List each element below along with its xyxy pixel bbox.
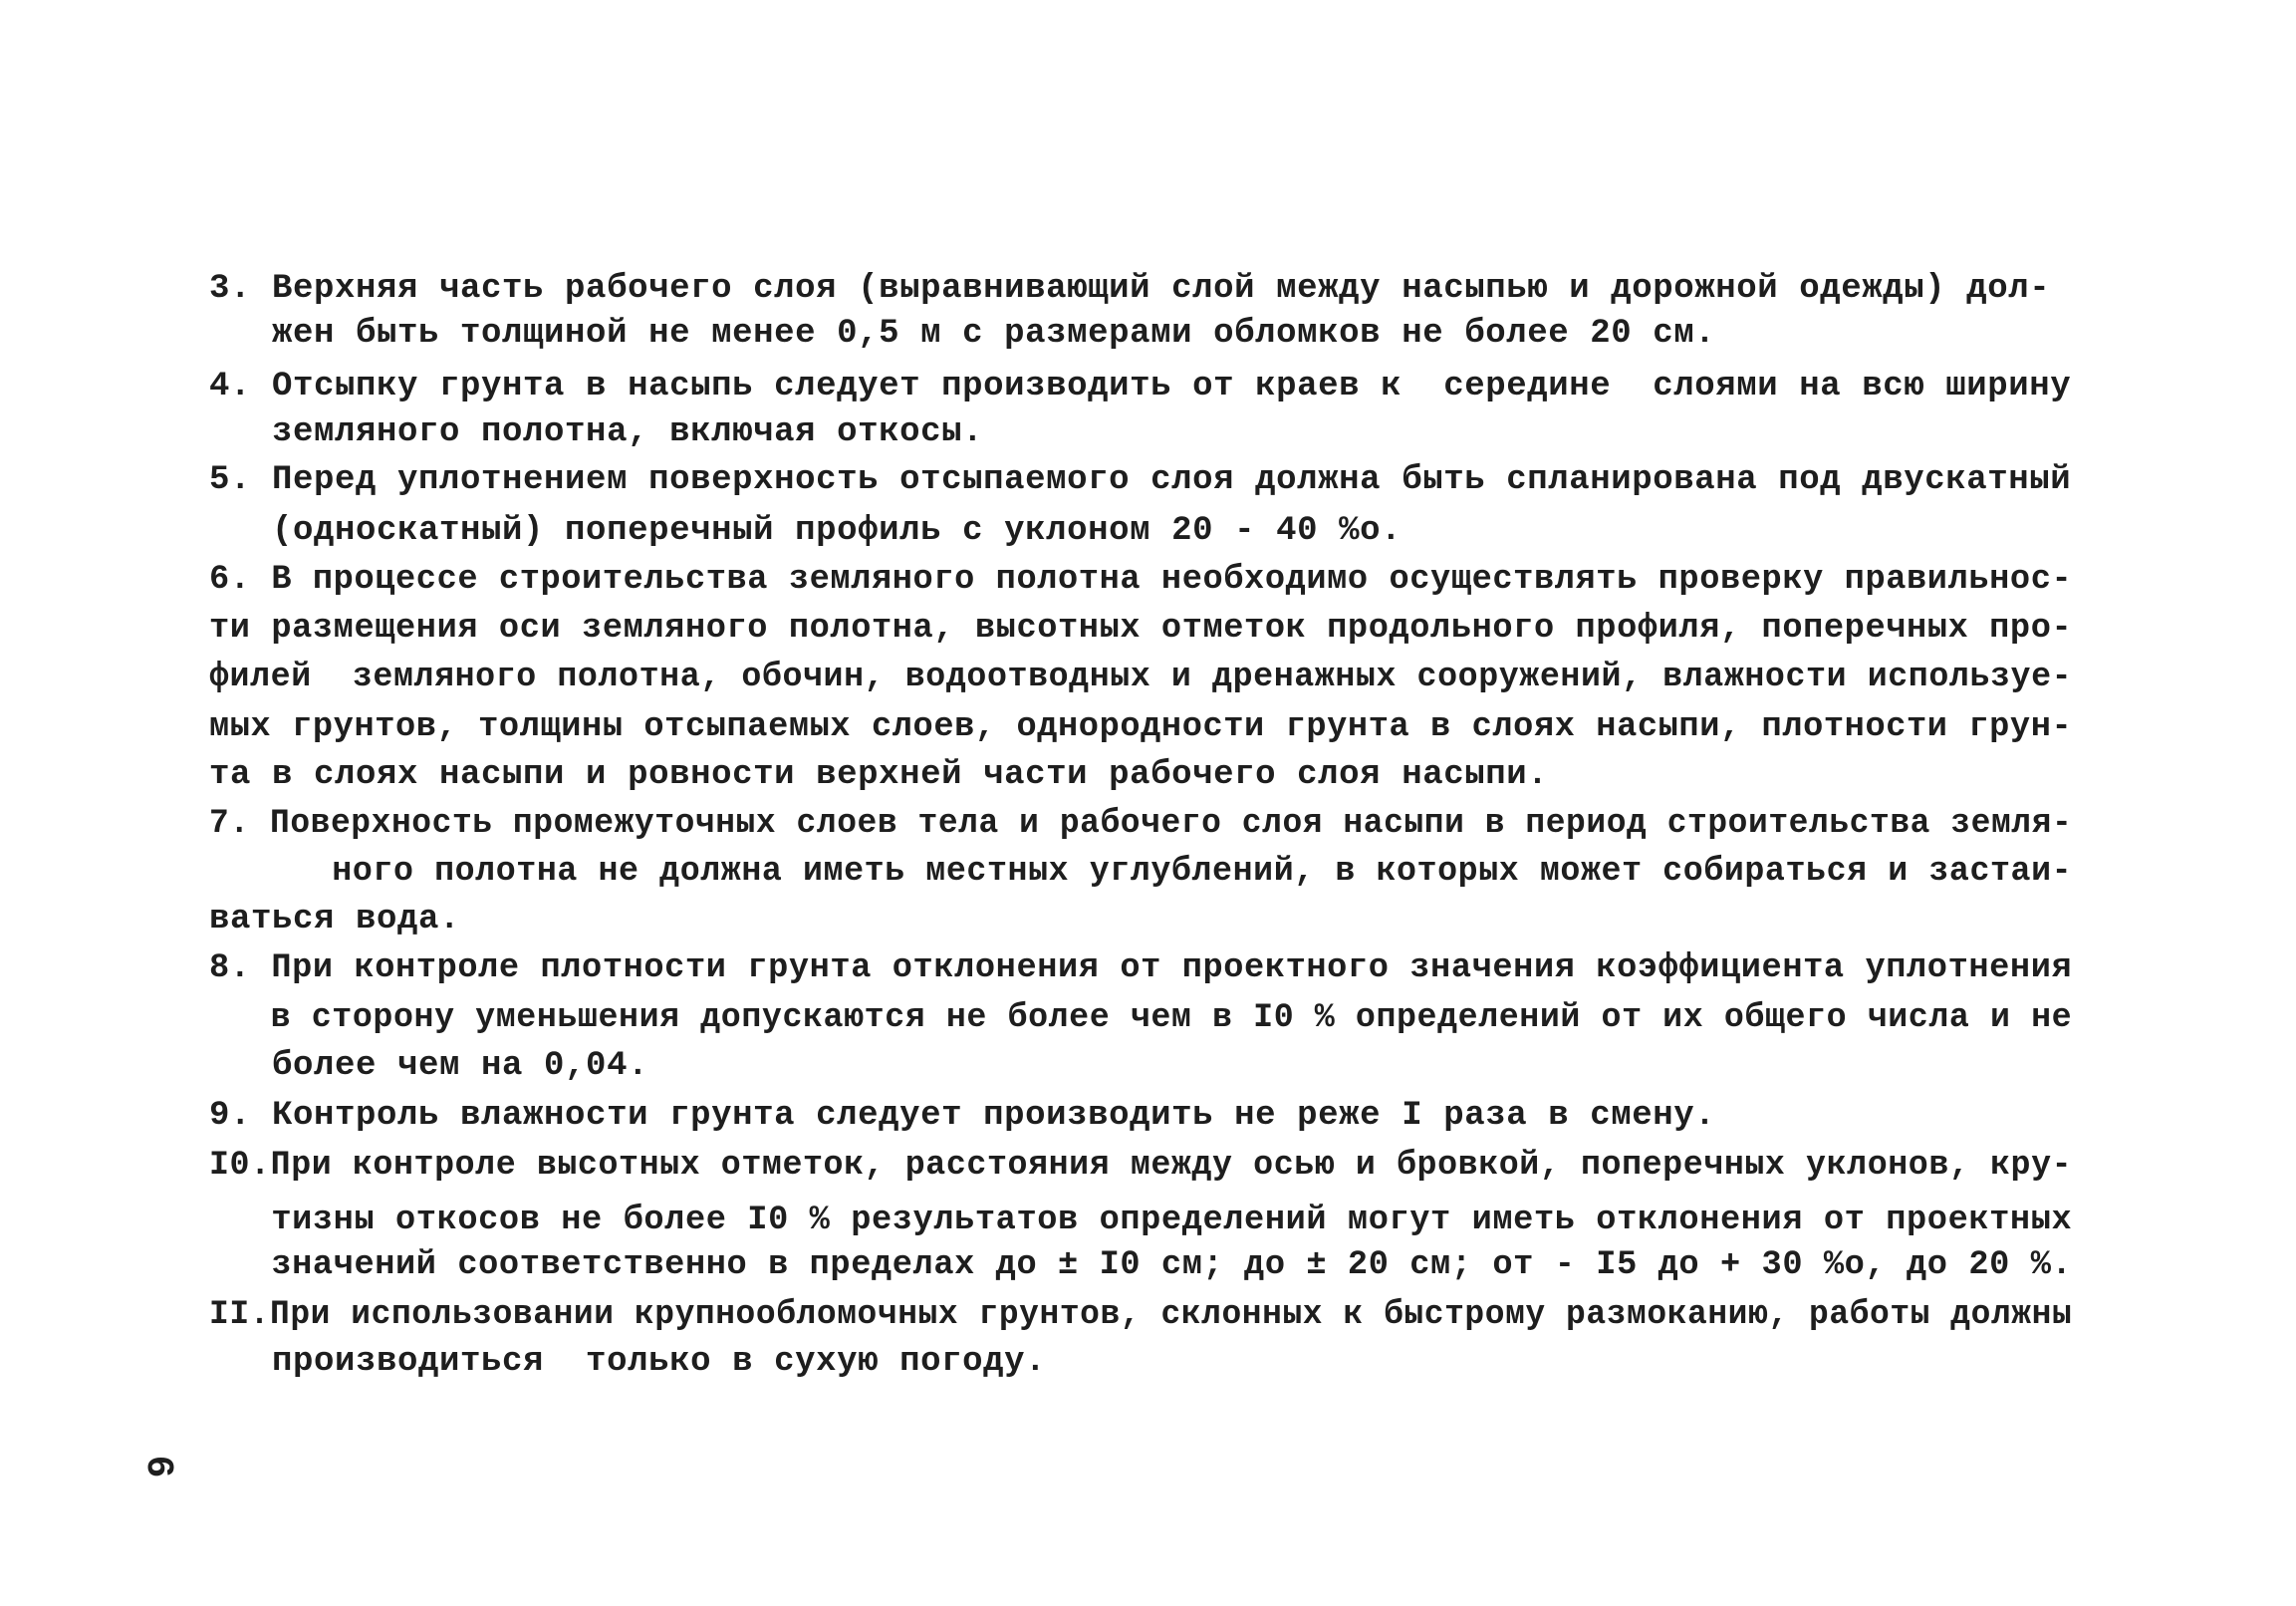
item-3-line-2: жен быть толщиной не менее 0,5 м с размерами обломков не более 20 см. <box>209 315 1716 353</box>
item-7-line-1: 7. Поверхность промежуточных слоев тела и рабочего слоя насыпи в период строительства земля- <box>209 805 2073 843</box>
item-6-line-1: 6. В процессе строительства земляного полотна необходимо осуществлять проверку правильнос- <box>209 561 2073 599</box>
item-10-line-1: I0.При контроле высотных отметок, расстояния между осью и бровкой, поперечных уклонов, кру- <box>209 1147 2073 1185</box>
item-8-line-2: в сторону уменьшения допускаются не более чем в I0 % определений от их общего числа и не <box>209 999 2073 1037</box>
item-10-line-3: значений соответственно в пределах до ± I0 см; до ± 20 см; от - I5 до + 30 %о, до 20 %. <box>209 1246 2073 1284</box>
item-4-line-2: земляного полотна, включая откосы. <box>209 413 984 451</box>
item-6-line-2: ти размещения оси земляного полотна, высотных отметок продольного профиля, поперечных про- <box>209 610 2073 648</box>
item-8-line-3: более чем на 0,04. <box>209 1047 649 1085</box>
item-4-line-1: 4. Отсыпку грунта в насыпь следует производить от краев к середине слоями на всю ширину <box>209 368 2072 405</box>
item-7-line-2: ного полотна не должна иметь местных углублений, в которых может собираться и застаи- <box>209 853 2073 891</box>
item-9-line-1: 9. Контроль влажности грунта следует производить не реже I раза в смену. <box>209 1097 1716 1135</box>
item-8-line-1: 8. При контроле плотности грунта отклонения от проектного значения коэффициента уплотнения <box>209 949 2073 987</box>
item-11-line-2: производиться только в сухую погоду. <box>209 1343 1047 1381</box>
item-7-line-3: ваться вода. <box>209 901 461 938</box>
item-10-line-2: тизны откосов не более I0 % результатов определений могут иметь отклонения от проектных <box>209 1202 2073 1239</box>
page-number: 6 <box>136 1455 179 1478</box>
item-5-line-2: (односкатный) поперечный профиль с уклоном 20 - 40 %о. <box>209 512 1403 550</box>
item-6-line-4: мых грунтов, толщины отсыпаемых слоев, однородности грунта в слоях насыпи, плотности грун- <box>209 708 2073 746</box>
item-5-line-1: 5. Перед уплотнением поверхность отсыпаемого слоя должна быть спланирована под двускатный <box>209 461 2072 499</box>
item-11-line-1: II.При использовании крупнообломочных грунтов, склонных к быстрому размоканию, работы должны <box>209 1296 2073 1334</box>
item-6-line-3: филей земляного полотна, обочин, водоотводных и дренажных сооружений, влажности используе- <box>209 659 2073 696</box>
item-6-line-5: та в слоях насыпи и ровности верхней части рабочего слоя насыпи. <box>209 756 1549 794</box>
item-3-line-1: 3. Верхняя часть рабочего слоя (выравнивающий слой между насыпью и дорожной одежды) дол- <box>209 270 2051 308</box>
